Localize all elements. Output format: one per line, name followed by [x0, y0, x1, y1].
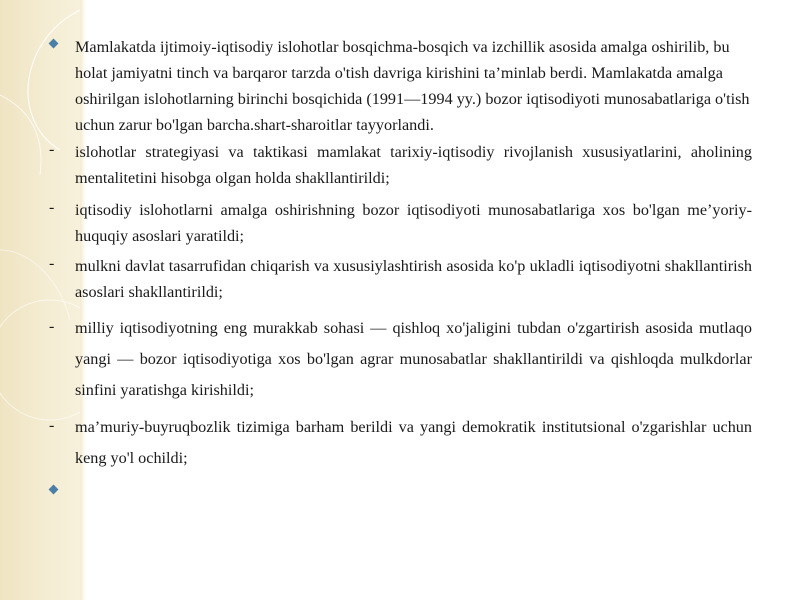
- list-item: [48, 313, 752, 406]
- list-item-text: mulkni davlat tasarrufidan chiqarish va xususiylashtirish asosida ko'p ukladli iqtisodiyotni shakllantirish asoslari shakllantirildi;: [75, 257, 752, 301]
- slide-body: [48, 34, 752, 502]
- list-item-text: milliy iqtisodiyotning eng murakkab sohasi — qishloq xo'jaligini tubdan o'zgartirish asosida mutlaqo yangi — bozor iqtisodiyotiga xos bo'lgan agrar munosabatlar shakllantirildi va qishloqda mulkdorlar sinfini yaratishga kirishildi;: [75, 319, 752, 399]
- list-item-text: islohotlar strategiyasi va taktikasi mamlakat tarixiy-iqtisodiy rivojlanish xususiyatlarini, aholining mentalitetini hisobga olgan holda shakllantirildi;: [75, 143, 752, 187]
- list-item: [48, 253, 752, 305]
- dash-bullet: -: [49, 255, 55, 272]
- empty-list-item: [48, 480, 752, 502]
- diamond-bullet-icon: [49, 485, 59, 495]
- list-item: [48, 197, 752, 249]
- list-item: [48, 34, 752, 138]
- list-item-text: Mamlakatda ijtimoiy-iqtisodiy islohotlar bosqichma-bosqich va izchillik asosida amalga oshirilib, bu holat jamiyatni tinch va barqaror tarzda o'tish davriga kirishini ta’minlab berdi. Mamlakatda amalga oshirilgan islohotlarning birinchi bosqichida (1991—1994 yy.) bozor iqtisodiyoti munosabatlariga o'tish uchun zarur bo'lgan barcha.shart-sharoitlar tayyorlandi.: [75, 38, 750, 134]
- diamond-bullet-icon: [49, 39, 59, 49]
- list-item: [48, 412, 752, 474]
- dash-bullet: -: [49, 318, 55, 335]
- list-item-text: iqtisodiy islohotlarni amalga oshirishning bozor iqtisodiyoti munosabatlariga xos bo'lgan me’yoriy-huquqiy asoslari yaratildi;: [75, 201, 752, 245]
- dash-bullet: -: [49, 417, 55, 434]
- list-item-text: ma’muriy-buyruqbozlik tizimiga barham berildi va yangi demokratik institutsional o'zgarishlar uchun keng yo'l ochildi;: [75, 418, 752, 467]
- dash-bullet: -: [49, 199, 55, 216]
- list-item: [48, 139, 752, 191]
- dash-bullet: -: [49, 141, 55, 158]
